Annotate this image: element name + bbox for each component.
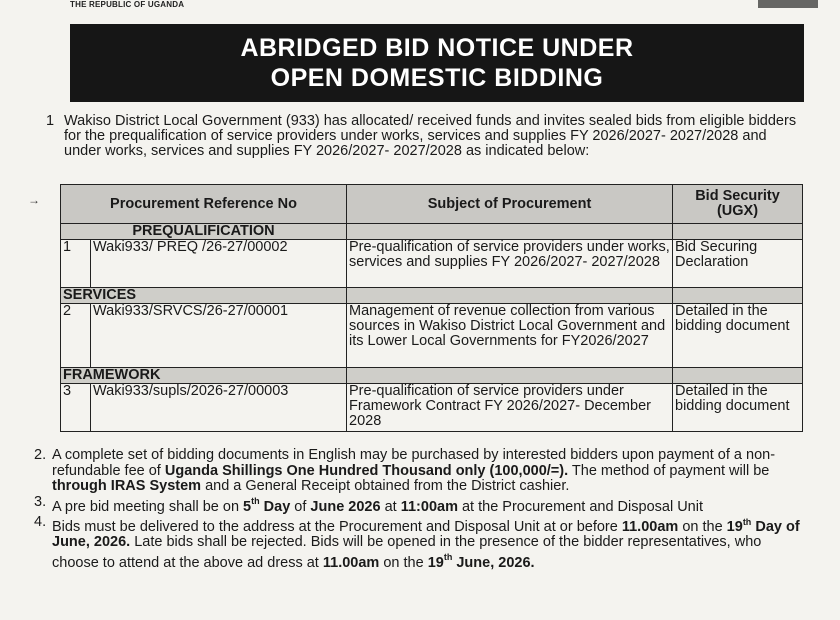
row-ref: Waki933/ PREQ /26-27/00002: [91, 240, 347, 288]
item-text-part: The method of payment will be: [568, 462, 770, 479]
row-ref: Waki933/supls/2026-27/00003: [91, 384, 347, 432]
section-label: FRAMEWORK: [61, 368, 347, 384]
row-number: 3: [61, 384, 91, 432]
intro-number: 1: [46, 113, 55, 129]
col-header-security: Bid Security (UGX): [673, 185, 803, 224]
item-text: [52, 448, 804, 495]
row-security: Bid Securing Declaration: [673, 240, 803, 288]
row-subject: Pre-qualification of service providers under Framework Contract FY 2026/2027- December 2028: [347, 384, 673, 432]
item-text-part: Bids must be delivered to the address at the Procurement and Disposal Unit at or before: [52, 518, 622, 535]
section-empty-cell: [347, 288, 673, 304]
section-row-framework: [61, 368, 803, 384]
fee-amount: Uganda Shillings One Hundred Thousand only (100,000/=).: [164, 462, 569, 479]
item-text-part: at: [380, 498, 401, 515]
meeting-month: June 2026: [310, 498, 381, 515]
list-item: [34, 515, 804, 571]
item-text-part: Late bids shall be rejected. Bids will be opened in the presence of the bidder representatives, who choose to attend at the above ad dress at: [52, 534, 762, 571]
item-text-part: at the Procurement and Disposal Unit: [457, 498, 703, 515]
section-empty-cell: [347, 368, 673, 384]
deadline-time: 11.00am: [621, 518, 679, 535]
col-header-subject: Subject of Procurement: [347, 185, 673, 224]
logo-fragment: [758, 0, 818, 8]
pointer-arrow-icon: →: [28, 193, 40, 207]
deadline-day: 19: [726, 518, 743, 535]
item-text: [52, 515, 804, 571]
title-line-2: OPEN DOMESTIC BIDDING: [270, 64, 604, 92]
item-number: 4.: [34, 513, 47, 530]
payment-method: through IRAS System: [52, 478, 202, 494]
item-text-part: of: [290, 498, 311, 515]
item-text-part: and a General Receipt obtained from the District cashier.: [201, 478, 570, 494]
title-line-1: ABRIDGED BID NOTICE UNDER: [240, 34, 634, 62]
row-number: 1: [61, 240, 91, 288]
section-label: PREQUALIFICATION: [61, 224, 347, 240]
item-text-part: on the: [678, 518, 727, 535]
table-header-row: [61, 185, 803, 224]
intro-paragraph: [46, 114, 798, 159]
meeting-time: 11:00am: [400, 498, 458, 515]
table-row: [61, 304, 803, 368]
item-number: 2.: [34, 447, 47, 463]
row-subject: Pre-qualification of service providers under works, services and supplies FY 2026/2027- 2027/2028: [347, 240, 673, 288]
item-text-part: A complete set of bidding documents in English may be purchased by interested bidders upon payment of a non-refundable fee of: [52, 447, 776, 479]
row-security: Detailed in the bidding document: [673, 384, 803, 432]
item-number: 3.: [34, 493, 47, 510]
section-empty-cell: [347, 224, 673, 240]
procurement-table: [60, 184, 803, 432]
section-row-prequalification: [61, 224, 803, 240]
table-row: [61, 384, 803, 432]
section-empty-cell: [673, 224, 803, 240]
section-empty-cell: [673, 288, 803, 304]
row-security: Detailed in the bidding document: [673, 304, 803, 368]
ordinal-suffix: th: [742, 516, 752, 527]
col-header-ref: Procurement Reference No: [61, 185, 347, 224]
opening-day: 19: [427, 554, 444, 571]
meeting-day: 5: [243, 498, 252, 515]
row-number: 2: [61, 304, 91, 368]
opening-time: 11.00am: [322, 554, 380, 571]
section-label: SERVICES: [61, 288, 347, 304]
deadline-date: Day of June, 2026.: [52, 518, 800, 551]
item-text-part: on the: [379, 554, 428, 571]
list-item: [34, 448, 804, 495]
row-subject: Management of revenue collection from various sources in Wakiso District Local Government and its Lower Local Governments for FY2026/2027: [347, 304, 673, 368]
ordinal-suffix: th: [443, 552, 453, 563]
notice-items: [34, 448, 804, 571]
republic-text: THE REPUBLIC OF UGANDA: [70, 0, 185, 9]
section-row-services: [61, 288, 803, 304]
meeting-day-word: Day: [259, 498, 291, 515]
row-ref: Waki933/SRVCS/26-27/00001: [91, 304, 347, 368]
list-item: [34, 495, 804, 515]
item-text: [52, 495, 804, 515]
item-text-part: A pre bid meeting shall be on: [52, 498, 244, 515]
opening-date: June, 2026.: [456, 554, 535, 571]
ordinal-suffix: th: [251, 496, 260, 507]
intro-text: Wakiso District Local Government (933) has allocated/ received funds and invites sealed bids from eligible bidders for the prequalification of service providers under works, services and supplies FY 2026/2027- 2027/2028 and under works, services and supplies FY 2026/2027- 2027/2028 as indicated below:: [64, 113, 797, 159]
table-row: [61, 240, 803, 288]
section-empty-cell: [673, 368, 803, 384]
notice-title-band: [70, 24, 804, 102]
